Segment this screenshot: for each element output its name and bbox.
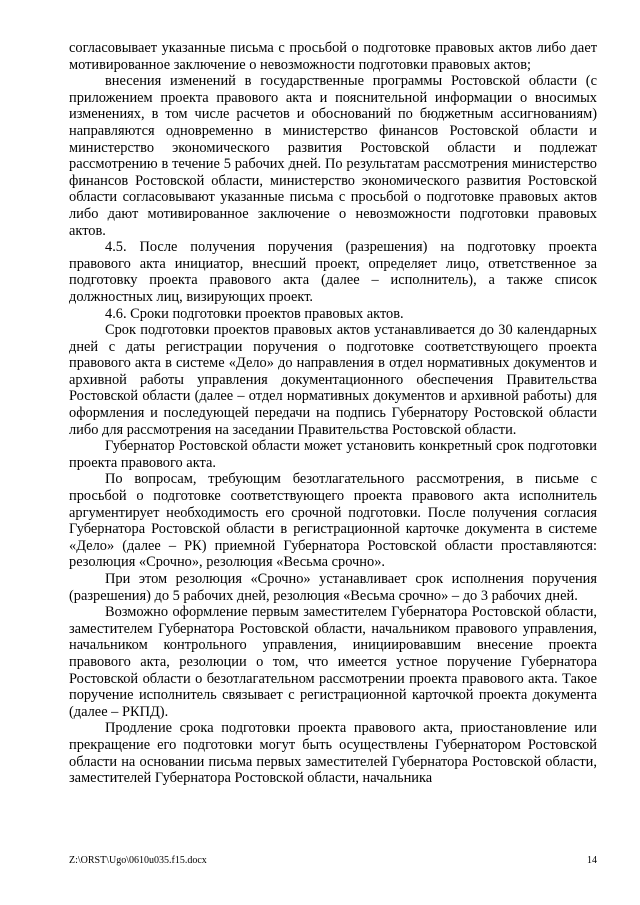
page-number: 14 — [587, 855, 597, 866]
paragraph: По вопросам, требующим безотлагательного рассмотрения, в письме с просьбой о подготовке соответствующего проекта правового акта исполнитель аргументирует необходимость его срочной подготовки. После получения согласия Губернатора Ростовской области в регистрационной карточке документа в системе «Дело» (далее – РК) приемной Губернатора Ростовской области проставляются: резолюция «Срочно», резолюция «Весьма срочно». — [69, 471, 597, 571]
paragraph: 4.5. После получения поручения (разрешения) на подготовку проекта правового акта инициатор, внесший проект, определяет лицо, ответственное за подготовку проекта правового акта (далее – исполнитель), а также список должностных лиц, визирующих проект. — [69, 239, 597, 305]
paragraph: 4.6. Сроки подготовки проектов правовых актов. — [105, 305, 404, 322]
paragraph: Губернатор Ростовской области может установить конкретный срок подготовки проекта правового акта. — [69, 438, 597, 471]
footer-file-path: Z:\ORST\Ugo\0610u035.f15.docx — [69, 855, 207, 866]
document-page — [69, 40, 597, 787]
paragraph: внесения изменений в государственные программы Ростовской области (с приложением проекта правового акта и пояснительной информации о вносимых изменениях, в том числе расчетов и обоснований по бюджетным ассигнованиям) направляются одновременно в министерство финансов Ростовской области и министерство экономического развития Ростовской области и подлежат рассмотрению в течение 5 рабочих дней. По результатам рассмотрения министерство финансов Ростовской области, министерство экономического развития Ростовской области согласовывают указанные письма с просьбой о подготовке правовых актов либо дают мотивированное заключение о невозможности подготовки правовых актов. — [69, 73, 597, 239]
paragraph: При этом резолюция «Срочно» устанавливает срок исполнения поручения (разрешения) до 5 рабочих дней, резолюция «Весьма срочно» – до 3 рабочих дней. — [69, 571, 597, 604]
paragraph: Возможно оформление первым заместителем Губернатора Ростовской области, заместителем Губернатора Ростовской области, начальником правового управления, начальником контрольного управления, инициировавшим внесение проекта правового акта, резолюции о том, что имеется устное поручение Губернатора Ростовской области о безотлагательном рассмотрении проекта правового акта. Такое поручение исполнитель связывает с регистрационной карточкой проекта документа (далее – РКПД). — [69, 604, 597, 720]
paragraph: согласовывает указанные письма с просьбой о подготовке правовых актов либо дает мотивированное заключение о невозможности подготовки правовых актов; — [69, 40, 597, 73]
paragraph: Срок подготовки проектов правовых актов устанавливается до 30 календарных дней с даты регистрации поручения о подготовке соответствующего проекта правового акта в системе «Дело» до направления в отдел нормативных документов и архивной работы управления документационного обеспечения Правительства Ростовской области (далее – отдел нормативных документов и архивной работы) для оформления и последующей передачи на подпись Губернатору Ростовской области либо для рассмотрения на заседании Правительства Ростовской области. — [69, 322, 597, 438]
paragraph: Продление срока подготовки проекта правового акта, приостановление или прекращение его подготовки могут быть осуществлены Губернатором Ростовской области на основании письма первых заместителей Губернатора Ростовской области, заместителей Губернатора Ростовской области, начальника — [69, 720, 597, 787]
